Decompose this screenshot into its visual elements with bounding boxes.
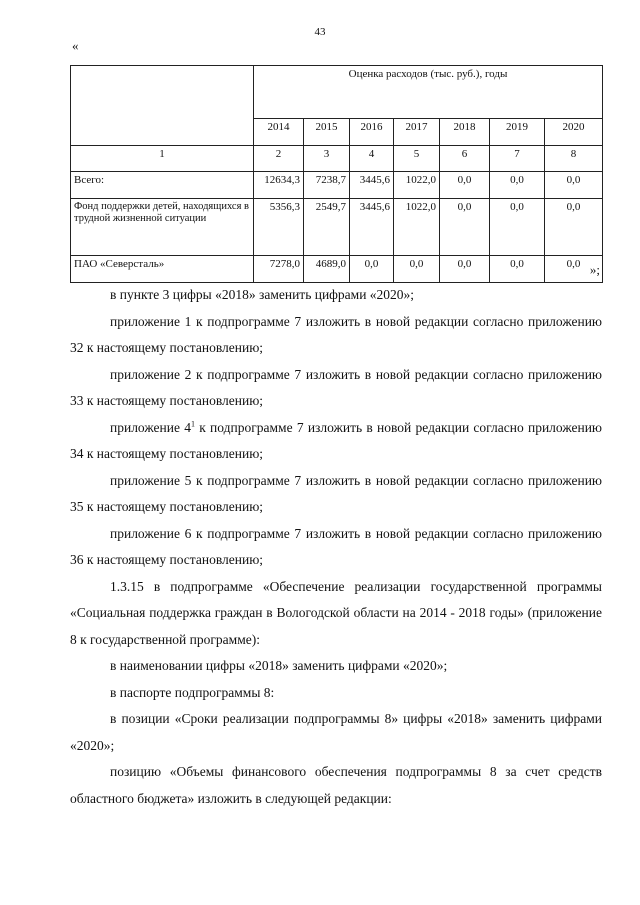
paragraph: позицию «Объемы финансового обеспечения подпрограммы 8 за счет средств областного бюджета» изложить в следующей редакции: [70, 764, 602, 806]
index-cell: 4 [350, 146, 394, 172]
paragraph [70, 415, 602, 468]
value-cell: 7278,0 [254, 256, 304, 283]
value-cell: 0,0 [490, 172, 545, 199]
index-cell: 3 [304, 146, 350, 172]
year-cell: 2014 [254, 119, 304, 146]
row-label: Всего: [71, 172, 254, 199]
value-cell: 0,0 [545, 199, 603, 256]
index-cell: 1 [71, 146, 254, 172]
year-cell: 2017 [394, 119, 440, 146]
value-cell: 5356,3 [254, 199, 304, 256]
superscript: 1 [190, 419, 195, 428]
paragraph: в позиции «Сроки реализации подпрограммы 8» цифры «2018» заменить цифрами «2020»; [70, 711, 602, 753]
table-row-severstal [71, 256, 603, 283]
year-cell: 2020 [545, 119, 603, 146]
value-cell: 3445,6 [350, 199, 394, 256]
header-empty-cell [71, 66, 254, 146]
paragraph: в паспорте подпрограммы 8: [110, 684, 275, 700]
value-cell: 1022,0 [394, 199, 440, 256]
value-cell: 0,0 [545, 256, 603, 283]
value-cell: 3445,6 [350, 172, 394, 199]
value-cell: 1022,0 [394, 172, 440, 199]
table-row-total [71, 172, 603, 199]
value-cell: 4689,0 [304, 256, 350, 283]
row-label: Фонд поддержки детей, находящихся в трудной жизненной ситуации [71, 199, 254, 256]
document-body [70, 282, 602, 812]
page-number: 43 [314, 26, 326, 38]
index-cell: 5 [394, 146, 440, 172]
year-cell: 2015 [304, 119, 350, 146]
index-cell: 2 [254, 146, 304, 172]
value-cell: 0,0 [350, 256, 394, 283]
value-cell: 2549,7 [304, 199, 350, 256]
year-cell: 2019 [490, 119, 545, 146]
index-cell: 6 [440, 146, 490, 172]
paragraph: приложение 1 к подпрограмме 7 изложить в новой редакции согласно приложению 32 к настоящему постановлению; [70, 313, 602, 355]
paragraph: в пункте 3 цифры «2018» заменить цифрами «2020»; [110, 287, 415, 302]
paragraph: приложение 5 к подпрограмме 7 изложить в новой редакции согласно приложению 35 к настоящему постановлению; [70, 472, 602, 514]
value-cell: 0,0 [490, 256, 545, 283]
header-title-cell: Оценка расходов (тыс. руб.), годы [254, 66, 603, 119]
closing-quote: »; [589, 262, 600, 277]
cost-estimate-table [70, 65, 603, 283]
paragraph: приложение 6 к подпрограмме 7 изложить в новой редакции согласно приложению 36 к настоящему постановлению; [70, 525, 602, 567]
year-cell: 2016 [350, 119, 394, 146]
value-cell: 0,0 [394, 256, 440, 283]
year-cell: 2018 [440, 119, 490, 146]
value-cell: 0,0 [440, 172, 490, 199]
paragraph-text: приложение 4 [110, 419, 191, 435]
value-cell: 12634,3 [254, 172, 304, 199]
value-cell: 0,0 [440, 199, 490, 256]
table-row-fund [71, 199, 603, 256]
value-cell: 0,0 [440, 256, 490, 283]
paragraph: в наименовании цифры «2018» заменить цифрами «2020»; [110, 658, 448, 673]
paragraph-text: к подпрограмме 7 изложить в новой редакции согласно приложению 34 к настоящему постановлению; [70, 419, 602, 461]
row-label: ПАО «Северсталь» [71, 256, 254, 283]
opening-quote: « [72, 38, 79, 53]
index-cell: 8 [545, 146, 603, 172]
table-header-row [71, 66, 603, 119]
column-index-row [71, 146, 603, 172]
value-cell: 7238,7 [304, 172, 350, 199]
paragraph: приложение 2 к подпрограмме 7 изложить в новой редакции согласно приложению 33 к настоящему постановлению; [70, 366, 602, 408]
value-cell: 0,0 [490, 199, 545, 256]
paragraph: 1.3.15 в подпрограмме «Обеспечение реализации государственной программы «Социальная поддержка граждан в Вологодской области на 2014 - 2018 годы» (приложение 8 к государственной программе): [70, 578, 602, 647]
value-cell: 0,0 [545, 172, 603, 199]
index-cell: 7 [490, 146, 545, 172]
